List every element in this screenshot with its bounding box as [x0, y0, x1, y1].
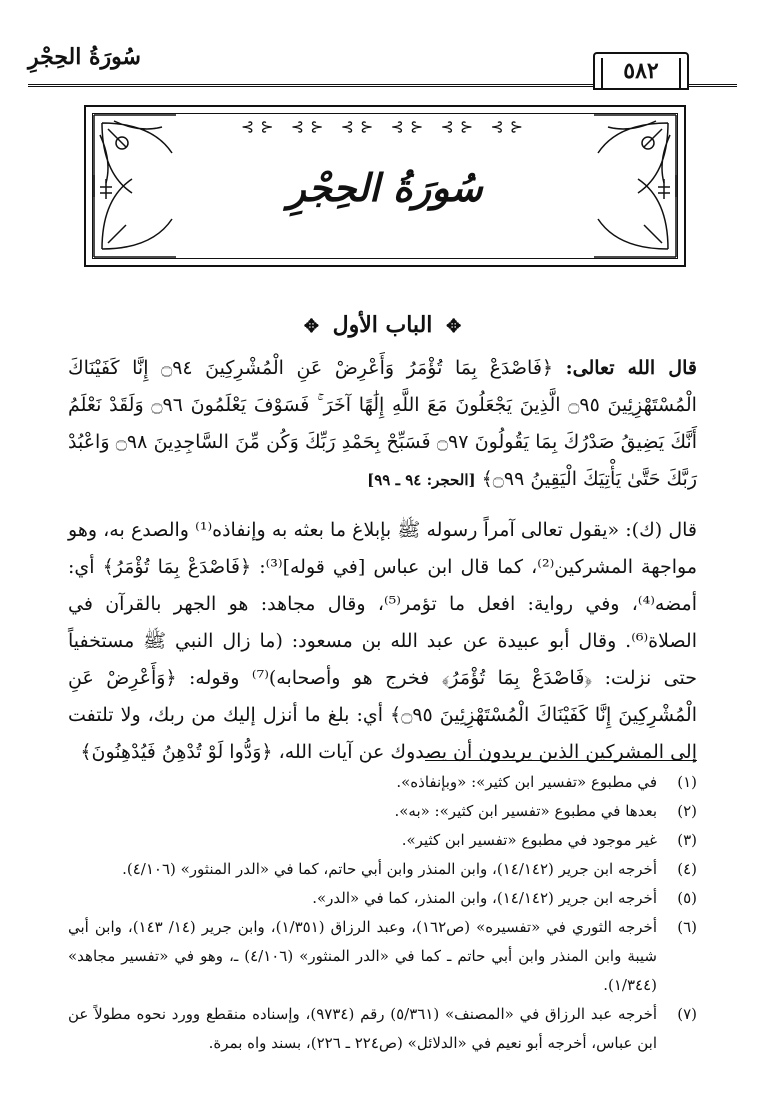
footnote	[68, 855, 697, 884]
footnote-number: (٤)	[677, 860, 697, 878]
footnote-separator	[425, 760, 697, 761]
footnote-number: (٣)	[677, 831, 697, 849]
footnote	[68, 884, 697, 913]
footnote	[68, 768, 697, 797]
chapter-heading	[0, 312, 765, 338]
surah-title: سُورَةُ الحِجْرِ	[287, 165, 483, 210]
footnotes	[68, 768, 697, 1058]
surah-title-frame	[84, 105, 686, 267]
footnote-number: (٢)	[677, 802, 697, 820]
footnote-text: أخرجه ابن جرير (١٤/١٤٢)، وابن المنذر، كما في «الدر».	[312, 889, 657, 907]
footnote-number: (٥)	[677, 889, 697, 907]
chapter-title: الباب الأول	[332, 312, 433, 338]
footnote-number: (٧)	[677, 1005, 697, 1023]
chapter-ornament-icon: ✥	[446, 316, 462, 337]
footnote	[68, 913, 697, 1000]
footnote-text: أخرجه ابن جرير (١٤/١٤٢)، وابن المنذر وابن أبي حاتم، كما في «الدر المنثور» (٤/١٠٦).	[122, 860, 657, 878]
footnote	[68, 1000, 697, 1058]
footnote-text: غير موجود في مطبوع «تفسير ابن كثير».	[401, 831, 657, 849]
footnote-text: في مطبوع «تفسير ابن كثير»: «وبإنفاذه».	[396, 773, 657, 791]
footnote-text: بعدها في مطبوع «تفسير ابن كثير»: «به».	[394, 802, 657, 820]
top-ornament-row: ⊰⊱ ⊰⊱ ⊰⊱ ⊰⊱ ⊰⊱ ⊰⊱	[240, 117, 530, 136]
footnote-text: أخرجه عبد الرزاق في «المصنف» (٥/٣٦١) رقم (٩٧٣٤)، وإسناده منقطع وورد نحوه مطولاً عن ابن عباس، أخرجه أبو نعيم في «الدلائل» (ص٢٢٤ ـ ٢٢٦)، بسند واه بمرة.	[68, 1005, 658, 1052]
footnote-number: (٦)	[677, 918, 697, 936]
verse-intro: قال الله تعالى:	[565, 357, 697, 379]
footnote	[68, 826, 697, 855]
footnote	[68, 797, 697, 826]
verse-reference: [الحجر: ٩٤ ـ ٩٩]	[367, 471, 476, 489]
running-title: سُورَةُ الحِجْرِ	[28, 44, 141, 70]
verse-text: ﴿فَاصْدَعْ بِمَا تُؤْمَرُ وَأَعْرِضْ عَنِ الْمُشْرِكِينَ ۝٩٤ إِنَّا كَفَيْنَاكَ الْمُسْتَهْزِئِينَ ۝٩٥ الَّذِينَ يَجْعَلُونَ مَعَ اللَّهِ إِلَٰهًا آخَرَ ۚ فَسَوْفَ يَعْلَمُونَ ۝٩٦ وَلَقَدْ نَعْلَمُ أَنَّكَ يَضِيقُ صَدْرُكَ بِمَا يَقُولُونَ ۝٩٧ فَسَبِّحْ بِحَمْدِ رَبِّكَ وَكُن مِّنَ السَّاجِدِينَ ۝٩٨ وَاعْبُدْ رَبَّكَ حَتَّىٰ يَأْتِيَكَ الْيَقِينُ ۝٩٩﴾	[68, 357, 697, 490]
footnote-text: أخرجه الثوري في «تفسيره» (ص١٦٢)، وعبد الرزاق (١/٣٥١)، وابن جرير (١٤/ ١٤٣)، وابن أبي شيبة وابن المنذر وابن أبي حاتم ـ كما في «الدر المنثور» (٤/١٠٦) ـ، وهو في «تفسير مجاهد» (١/٣٤٤).	[68, 918, 657, 994]
footnote-number: (١)	[677, 773, 697, 791]
page-number: ٥٨٢	[593, 52, 689, 90]
commentary-paragraph: قال (ك): «يقول تعالى آمراً رسوله ﷺ بإبلاغ ما بعثه به وإنفاذه⁽¹⁾ والصدع به، وهو مواجهة المشركين⁽²⁾، كما قال ابن عباس [في قوله]⁽³⁾: ﴿فَاصْدَعْ بِمَا تُؤْمَرُ﴾ أي: أمضه⁽⁴⁾، وفي رواية: افعل ما تؤمر⁽⁵⁾، وقال مجاهد: هو الجهر بالقرآن في الصلاة⁽⁶⁾. وقال أبو عبيدة عن عبد الله بن مسعود: (ما زال النبي ﷺ مستخفياً حتى نزلت: ﴿فَاصْدَعْ بِمَا تُؤْمَرُ﴾ فخرج هو وأصحابه)⁽⁷⁾ وقوله: ﴿وَأَعْرِضْ عَنِ الْمُشْرِكِينَ إِنَّا كَفَيْنَاكَ الْمُسْتَهْزِئِينَ ۝٩٥﴾ أي: بلغ ما أنزل إليك من ربك، ولا تلتفت إلى المشركين الذين يريدون أن يصدوك عن آيات الله، ﴿وَدُّوا لَوْ تُدْهِنُ فَيُدْهِنُونَ﴾	[68, 519, 697, 763]
chapter-ornament-icon: ✥	[303, 316, 319, 337]
verse-block	[68, 350, 697, 499]
